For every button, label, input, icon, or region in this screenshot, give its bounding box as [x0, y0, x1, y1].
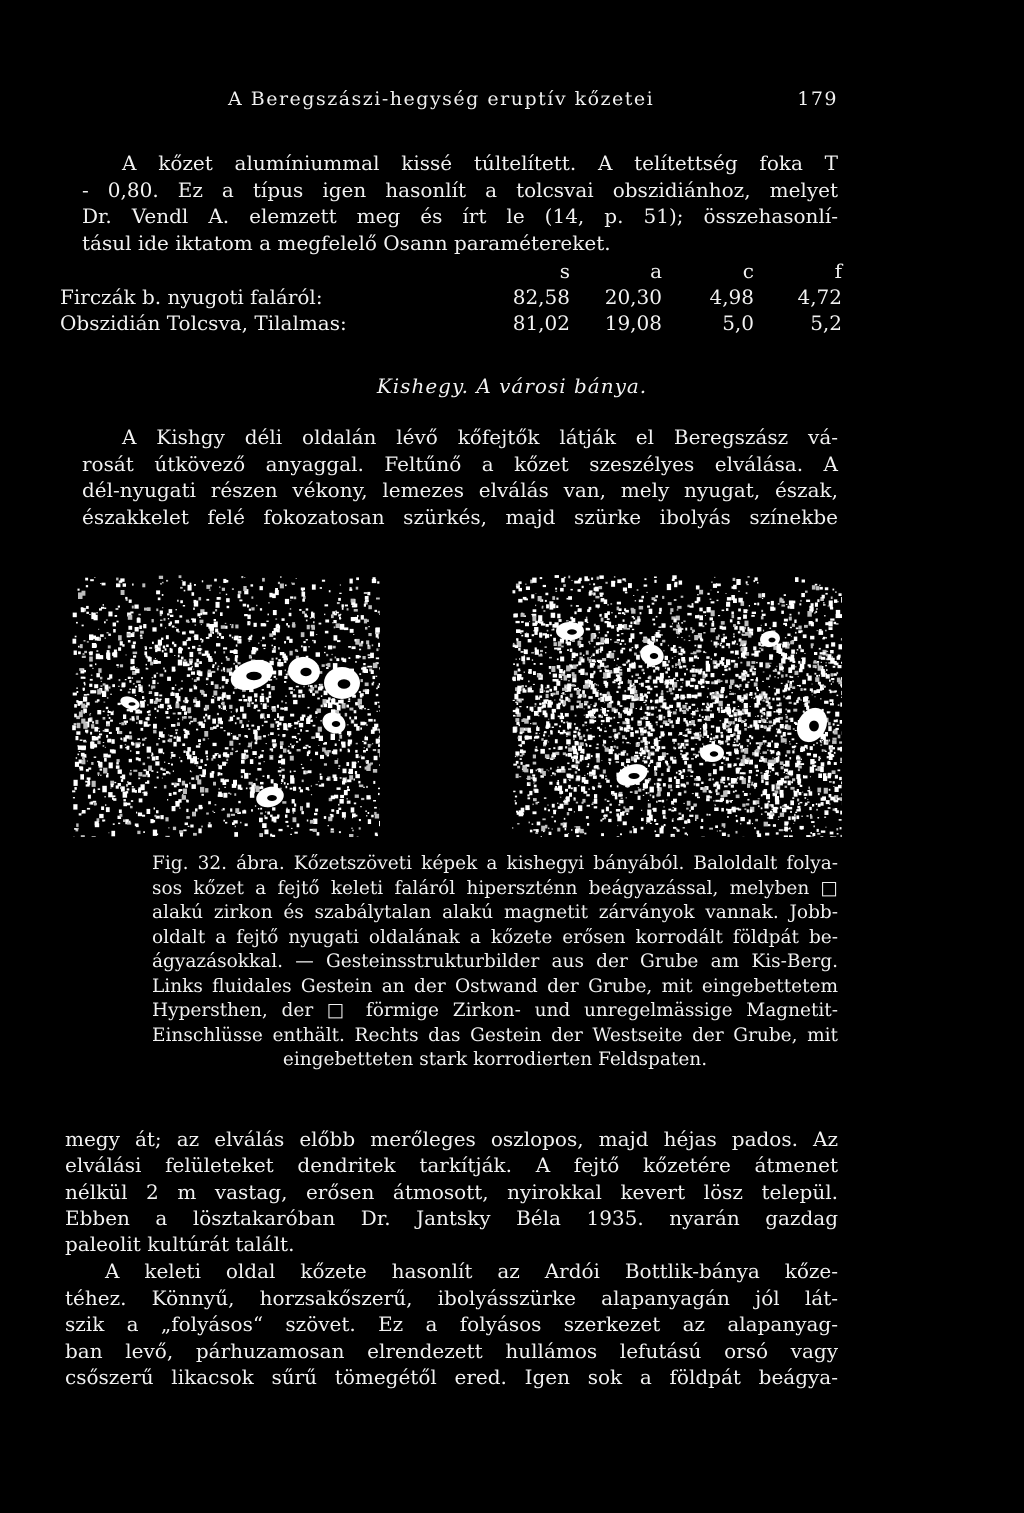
table-cell: 4,72	[797, 285, 842, 309]
text-line: szik a „folyásos“ szövet. Ez a folyásos szerkezet az alapanyag-	[65, 1312, 838, 1337]
caption-line: Fig. 32. ábra. Kőzetszöveti képek a kishegyi bányából. Baloldalt folya-	[152, 853, 838, 874]
text-line: A Kishgy déli oldalán lévő kőfejtők látják el Beregszász vá-	[122, 425, 838, 449]
table-cell: 5,0	[722, 311, 754, 335]
table-row	[60, 284, 842, 310]
caption-line: Links fluidales Gestein an der Ostwand der Grube, mit eingebettetem	[152, 975, 838, 997]
row-label: Firczák b. nyugoti faláról:	[60, 285, 323, 309]
running-header	[228, 88, 838, 116]
column-header: a	[650, 259, 662, 283]
body-paragraph	[65, 1126, 838, 1257]
caption-line: ágyazásokkal. — Gesteinsstrukturbilder aus der Grube am Kis-Berg.	[152, 951, 838, 972]
text-line: dél-nyugati részen vékony, lemezes elválás van, mely nyugat, észak,	[82, 478, 838, 502]
caption-line: eingebetteten stark korrodierten Feldspaten.	[282, 1049, 708, 1070]
text-line: megy át; az elválás előbb merőleges oszlopos, majd héjas pados. Az	[65, 1127, 838, 1151]
text-line: paleolit kultúrát talált.	[65, 1232, 295, 1257]
text-line: - 0,80. Ez a típus igen hasonlít a tolcsvai obszidiánhoz, melyet	[82, 177, 838, 202]
table-cell: 5,2	[810, 311, 842, 335]
text-line: csőszerű likacsok sűrű tömegétől ered. Igen sok a földpát beágya-	[65, 1365, 838, 1390]
text-line: ban levő, párhuzamosan elrendezett hullámos lefutású orsó vagy	[65, 1338, 838, 1363]
section-subheading: Kishegy. A városi bánya.	[376, 374, 648, 398]
micrograph-left-image	[72, 575, 380, 837]
figure-32	[72, 575, 842, 837]
caption-line: Einschlüsse enthält. Rechts das Gestein der Westseite der Grube, mit	[152, 1024, 838, 1046]
table-header-row	[60, 258, 842, 284]
text-line: Dr. Vendl A. elemzett meg és írt le (14, p. 51); összehasonlí-	[82, 204, 838, 228]
text-line: elválási felületeket dendritek tarkítják. A fejtő kőzetére átmenet	[65, 1153, 838, 1178]
column-header: c	[742, 259, 754, 283]
caption-line: oldalt a fejtő nyugati oldalának a kőzete erősen korrodált földpát be-	[152, 926, 838, 948]
figure-caption	[152, 852, 838, 1073]
caption-line: Hypersthen, der □ förmige Zirkon- und unregelmässige Magnetit-	[152, 1000, 838, 1021]
text-line: tásul ide iktatom a megfelelő Osann paramétereket.	[82, 230, 611, 255]
column-header: f	[834, 259, 842, 283]
caption-line: alakú zirkon és szabálytalan alakú magnetit zárványok vannak. Jobb-	[152, 902, 838, 923]
micrograph-right	[512, 575, 842, 837]
row-label: Obszidián Tolcsva, Tilalmas:	[60, 311, 347, 335]
column-header: s	[559, 259, 570, 283]
text-line: A kőzet alumíniummal kissé túltelített. A telítettség foka T	[122, 151, 838, 175]
text-line: téhez. Könnyű, horzsakőszerű, ibolyásszürke alapanyagán jól lát-	[65, 1285, 838, 1310]
running-title: A Beregszászi-hegység eruptív kőzetei	[228, 88, 655, 110]
caption-line: sos kőzet a fejtő keleti faláról hiperszténn beágyazással, melyben □	[152, 877, 838, 899]
page-number: 179	[797, 88, 838, 110]
section-paragraph	[82, 424, 838, 530]
text-line: nélkül 2 m vastag, erősen átmosott, nyirokkal kevert lösz települ.	[65, 1179, 838, 1204]
table-row	[60, 310, 842, 336]
micrograph-left	[72, 575, 380, 837]
osann-parameter-table	[60, 258, 842, 336]
micrograph-right-image	[512, 575, 842, 837]
text-line: északkelet felé fokozatosan szürkés, majd szürke ibolyás színekbe	[82, 504, 838, 529]
intro-paragraph	[82, 150, 838, 256]
text-line: rosát útkövező anyaggal. Feltűnő a kőzet szeszélyes elválása. A	[82, 451, 838, 476]
text-line: Ebben a lösztakaróban Dr. Jantsky Béla 1935. nyarán gazdag	[65, 1205, 838, 1230]
table-cell: 19,08	[604, 311, 662, 335]
table-cell: 82,58	[512, 285, 570, 309]
body-paragraph	[65, 1258, 838, 1391]
table-cell: 20,30	[604, 285, 662, 309]
table-cell: 81,02	[512, 311, 570, 335]
text-line: A keleti oldal kőzete hasonlít az Ardói Bottlik-bánya kőze-	[105, 1259, 838, 1283]
table-cell: 4,98	[709, 285, 754, 309]
